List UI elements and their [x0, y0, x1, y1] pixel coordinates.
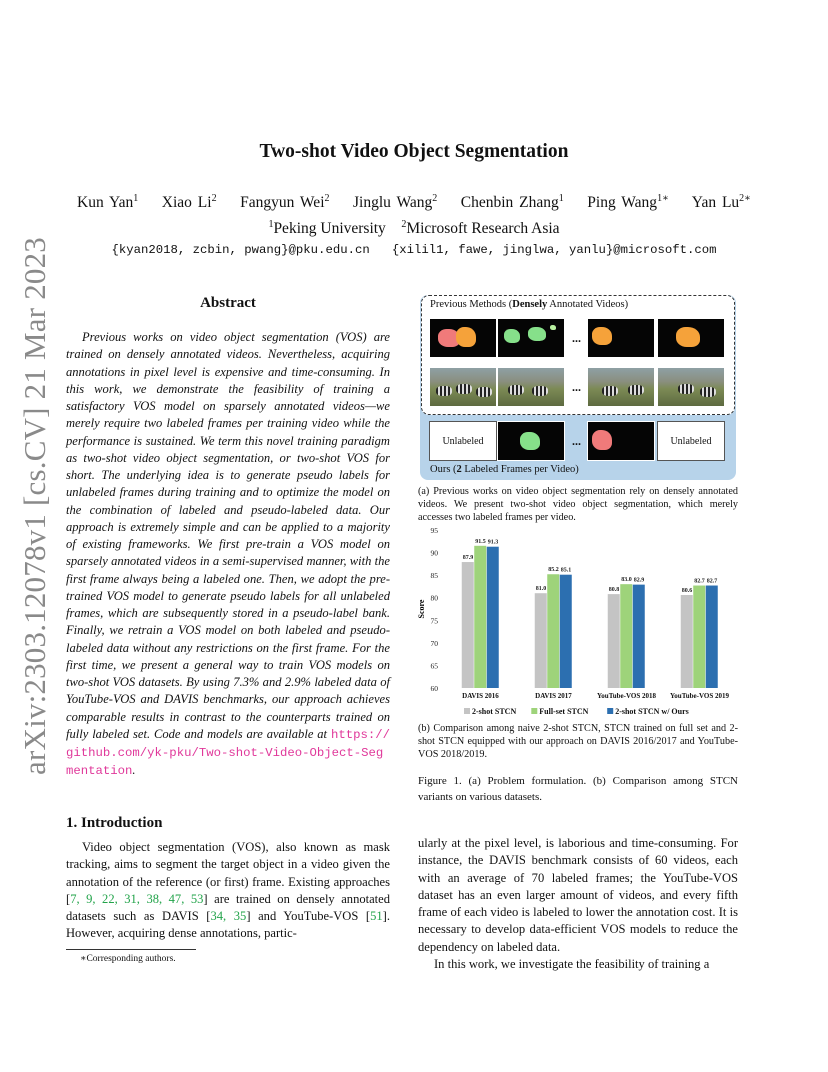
intro-paragraph-left: [66, 839, 390, 943]
citation-link[interactable]: 34, 35: [210, 909, 247, 923]
label-text: Previous Methods (: [430, 299, 513, 310]
author-affiliation-mark: 2∗: [739, 193, 751, 204]
author-affiliation-mark: 2: [324, 193, 330, 204]
y-tick-label: 70: [430, 638, 438, 648]
intro-text: ] and YouTube-VOS [: [246, 909, 371, 923]
data-label: 82.7: [694, 578, 705, 585]
subfigure-a-caption: (a) Previous works on video object segmentation rely on densely annotated videos. We present two-shot video object segmentation, which merely accesses two labeled frames per video.: [418, 486, 738, 523]
legend-label: Full-set STCN: [539, 707, 589, 716]
video-frame: [429, 367, 497, 407]
footnote: ∗Corresponding authors.: [80, 954, 176, 964]
video-frame: [657, 367, 725, 407]
affiliation-mark: 1: [268, 219, 274, 230]
mask-frame: [497, 421, 565, 461]
bar-1: [681, 595, 693, 688]
legend-label: 2-shot STCN w/ Ours: [615, 707, 689, 716]
bar-1: [535, 593, 547, 688]
y-tick-label: 75: [430, 616, 438, 626]
abstract-text: [66, 329, 390, 781]
intro-text: ularly at the pixel level, is laborious and time-consuming. For instance, the DAVIS benchmark consists of 60 videos, each with an average of 70 labeled frames; the YouTube-VOS dataset has an even larger amount of videos, and every fifth frame of each video is labeled to lower the annotation cost. It is necessary to develop data-efficient VOS models to reduce the dependency on labeled data.: [418, 836, 738, 954]
author-name: Xiao Li: [161, 194, 212, 212]
score-bar-chart: [414, 524, 740, 722]
subfigure-b-caption: (b) Comparison among naive 2-shot STCN, STCN trained on full set and 2-shot STCN equipped with our approach on DAVIS 2016/2017 and YouTube-VOS 2018/2019.: [418, 723, 738, 760]
frame-ellipsis: ...: [572, 331, 581, 345]
data-label: 82.9: [633, 577, 645, 584]
abstract-body: Previous works on video object segmentation (VOS) are trained on densely annotated videos. Nevertheless, acquiring annotations in pixel level is expensive and time-consuming. In this work, we demonstrate the feasibility of training a satisfactory VOS model on sparsely annotated videos—we merely require two labeled frames per training video while the performance is sustained. We term this novel training paradigm as two-shot video object segmentation, or two-shot VOS for short. The underlying idea is to generate pseudo labels for unlabeled frames during training and to optimize the model on the combination of labeled and pseudo-labeled data. Our approach is extremely simple and can be applied to a majority of existing frameworks. We first pre-train a VOS model on sparsely annotated videos in a semi-supervised manner, with the first frame always being a labeled one. Then, we adopt the pre-trained VOS model to generate pseudo labels for all unlabeled frames, which are subsequently stored in a pseudo-label bank. Finally, we retrain a VOS model on both labeled and pseudo-labeled data without any restrictions on the first frame. For the first time, we present a general way to train VOS models on two-shot VOS datasets. By using 7.3% and 2.9% labeled data of YouTube-VOS and DAVIS benchmarks, our approach achieves comparable results in contrast to the counterparts trained on fully labeled set. Code and models are available at: [66, 330, 390, 741]
legend-swatch: [464, 708, 470, 714]
legend-swatch: [607, 708, 613, 714]
label-emphasis: 2: [456, 464, 462, 475]
intro-text: ] are trained on densely annotated datasets such as DAVIS [: [66, 891, 390, 923]
citation-link[interactable]: 7, 9, 22, 31, 38, 47, 53: [70, 891, 204, 906]
author-name: Chenbin Zhang: [460, 194, 559, 212]
mask-frame: [429, 318, 497, 358]
data-label: 91.5: [475, 538, 486, 545]
intro-text: Video object segmentation (VOS), also known as mask tracking, aims to segment the target object in a video given the annotation of the reference (or first) frame. Existing approaches [: [66, 840, 390, 906]
paper-title: Two-shot Video Object Segmentation: [259, 141, 569, 162]
unlabeled-frame: Unlabeled: [429, 421, 497, 461]
data-label: 85.1: [560, 567, 572, 574]
x-tick-label: DAVIS 2017: [535, 692, 572, 700]
y-tick-label: 90: [430, 548, 438, 558]
mask-frame: [657, 318, 725, 358]
affiliation-mark: 2: [401, 219, 407, 230]
bar-3: [706, 586, 718, 688]
video-frame: [587, 367, 655, 407]
author-affiliation-mark: 1: [133, 193, 139, 204]
label-emphasis: Densely: [512, 299, 548, 310]
bar-2: [474, 546, 486, 688]
author-list: [60, 193, 768, 212]
data-label: 80.8: [608, 587, 620, 594]
x-tick-label: YouTube-VOS 2018: [597, 692, 656, 700]
bar-2: [620, 584, 632, 688]
ours-label: [430, 464, 579, 475]
author-name: Jinglu Wang: [353, 194, 433, 212]
figure-caption: Figure 1. (a) Problem formulation. (b) Comparison among STCN variants on various datasets.: [418, 775, 738, 803]
author-affiliation-mark: 1: [558, 193, 564, 204]
x-tick-label: YouTube-VOS 2019: [670, 692, 729, 700]
label-text: Annotated Videos): [547, 299, 629, 310]
data-label: 82.7: [706, 578, 718, 585]
author-affiliation-mark: 2: [432, 193, 438, 204]
unlabeled-frame: Unlabeled: [657, 421, 725, 461]
data-label: 81.0: [535, 586, 547, 593]
previous-methods-label: [430, 299, 628, 310]
intro-text: ]. However, acquiring dense annotations, partic-: [66, 909, 390, 941]
author-name: Ping Wang: [587, 194, 658, 212]
frame-ellipsis: ...: [572, 380, 581, 394]
video-frame: [497, 367, 565, 407]
y-tick-label: 65: [430, 661, 438, 671]
bar-3: [560, 575, 572, 688]
mask-frame: [497, 318, 565, 358]
section-heading-introduction: 1. Introduction: [66, 815, 163, 831]
legend-label: 2-shot STCN: [472, 707, 517, 716]
frame-ellipsis: ...: [572, 434, 581, 448]
y-tick-label: 95: [430, 526, 438, 535]
abstract-heading: Abstract: [200, 295, 256, 311]
mask-frame: [587, 421, 655, 461]
data-label: 83.0: [621, 577, 632, 584]
intro-paragraph-right: [418, 835, 738, 973]
y-axis-label: Score: [417, 599, 426, 619]
author-name: Yan Lu: [691, 194, 740, 212]
data-label: 91.3: [487, 539, 499, 546]
label-text: Ours (: [430, 464, 457, 475]
intro-text: In this work, we investigate the feasibility of training a: [434, 956, 710, 971]
bar-2: [693, 586, 705, 688]
affiliation-name: Microsoft Research Asia: [406, 220, 560, 238]
code-link[interactable]: https://github.com/yk-pku/Two-shot-Video-Object-Segmentation: [66, 727, 390, 779]
author-affiliation-mark: 2: [211, 193, 217, 204]
footnote-divider: [66, 949, 196, 950]
data-label: 87.9: [462, 555, 474, 562]
abstract-end: .: [132, 763, 136, 778]
x-tick-label: DAVIS 2016: [462, 692, 499, 700]
y-tick-label: 60: [430, 684, 438, 693]
arxiv-identifier-stamp: arXiv:2303.12078v1 [cs.CV] 21 Mar 2023: [17, 237, 52, 775]
y-tick-label: 85: [430, 571, 438, 581]
affiliation-list: [0, 219, 828, 238]
author-name: Kun Yan: [77, 194, 134, 212]
label-text: Labeled Frames per Video): [461, 464, 579, 475]
author-name: Fangyun Wei: [240, 194, 325, 212]
citation-link[interactable]: 51: [370, 909, 383, 923]
y-tick-label: 80: [430, 593, 438, 603]
bar-3: [487, 547, 499, 688]
affiliation-name: Peking University: [273, 220, 386, 238]
bar-2: [547, 574, 559, 688]
author-affiliation-mark: 1∗: [657, 193, 669, 204]
legend-swatch: [531, 708, 537, 714]
bar-3: [633, 585, 645, 688]
data-label: 85.2: [548, 567, 559, 574]
data-label: 80.6: [681, 588, 693, 595]
bar-1: [608, 594, 620, 688]
mask-frame: [587, 318, 655, 358]
bar-1: [462, 562, 474, 688]
author-emails: {kyan2018, zcbin, pwang}@pku.edu.cn {xilil1, fawe, jinglwa, yanlu}@microsoft.com: [111, 243, 717, 257]
